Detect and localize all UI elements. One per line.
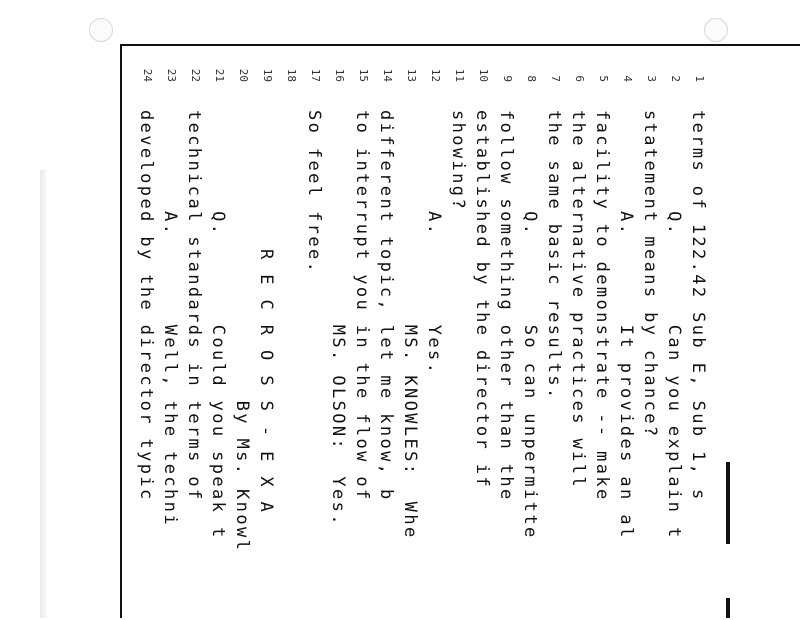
line-number: 7 <box>549 75 562 82</box>
line-number: 16 <box>333 68 346 82</box>
transcript-line <box>614 60 638 620</box>
line-text: terms of 122.42 Sub E, Sub 1, s <box>688 110 708 502</box>
transcript-line <box>302 60 326 620</box>
line-text: By Ms. Knowl <box>232 110 252 553</box>
line-number: 2 <box>669 75 682 82</box>
line-text: R E C R O S S - E X A <box>256 110 276 515</box>
transcript-line <box>494 60 518 620</box>
line-number: 19 <box>261 68 274 82</box>
line-text: showing? <box>448 110 468 212</box>
transcript-line <box>470 60 494 620</box>
line-text: Q. So can unpermitte <box>520 110 540 540</box>
line-number: 4 <box>621 75 634 82</box>
scan-shadow-edge <box>40 170 46 618</box>
transcript-line <box>590 60 614 620</box>
transcript-line <box>182 60 206 620</box>
transcript-line <box>350 60 374 620</box>
transcript-line <box>542 60 566 620</box>
line-text: So feel free. <box>304 110 324 275</box>
margin-mark <box>726 598 730 618</box>
line-number: 21 <box>213 68 226 82</box>
line-text: facility to demonstrate -- make <box>592 110 612 502</box>
transcript-line <box>686 60 710 620</box>
transcript-line <box>158 60 182 620</box>
transcript-line <box>134 60 158 620</box>
transcript-body <box>120 60 710 620</box>
transcript-line <box>206 60 230 620</box>
line-text: the same basic results. <box>544 110 564 401</box>
line-text: MS. KNOWLES: Whe <box>400 110 420 540</box>
line-number: 18 <box>285 68 298 82</box>
line-text: the alternative practices will <box>568 110 588 490</box>
line-number: 17 <box>309 68 322 82</box>
transcript-line <box>398 60 422 620</box>
transcript-line <box>254 60 278 620</box>
transcript-line <box>446 60 470 620</box>
line-number: 14 <box>381 68 394 82</box>
line-text: MS. OLSON: Yes. <box>328 110 348 527</box>
transcript-line <box>422 60 446 620</box>
line-number: 23 <box>165 68 178 82</box>
line-number: 9 <box>501 75 514 82</box>
transcript-line <box>278 60 302 620</box>
line-text: established by the director if <box>472 110 492 490</box>
line-text: A. Well, the techni <box>160 110 180 527</box>
line-number: 22 <box>189 68 202 82</box>
line-text: A. Yes. <box>424 110 444 376</box>
line-number: 20 <box>237 68 250 82</box>
line-number: 5 <box>597 75 610 82</box>
line-number: 24 <box>141 68 154 82</box>
transcript-line <box>662 60 686 620</box>
punch-hole-right <box>704 18 728 42</box>
line-text: developed by the director typic <box>136 110 156 502</box>
transcript-line <box>638 60 662 620</box>
line-number: 15 <box>357 68 370 82</box>
line-text: to interrupt you in the flow of <box>352 110 372 502</box>
line-text: statement means by chance? <box>640 110 660 439</box>
transcript-line <box>374 60 398 620</box>
line-text: A. It provides an al <box>616 110 636 540</box>
line-number: 3 <box>645 75 658 82</box>
line-number: 8 <box>525 75 538 82</box>
line-text: Q. Could you speak t <box>208 110 228 540</box>
line-number: 6 <box>573 75 586 82</box>
margin-mark <box>726 462 730 544</box>
transcript-line <box>566 60 590 620</box>
page-border-top <box>120 44 800 46</box>
line-number: 12 <box>429 68 442 82</box>
line-number: 13 <box>405 68 418 82</box>
transcript-line <box>326 60 350 620</box>
punch-hole-left <box>89 18 113 42</box>
transcript-line <box>230 60 254 620</box>
line-number: 11 <box>453 68 466 82</box>
line-text: follow something other than the <box>496 110 516 502</box>
line-text: different topic, let me know, b <box>376 110 396 502</box>
line-number: 10 <box>477 68 490 82</box>
line-number: 1 <box>693 75 706 82</box>
line-text: Q. Can you explain t <box>664 110 684 540</box>
line-text: technical standards in terms of <box>184 110 204 502</box>
transcript-line <box>518 60 542 620</box>
